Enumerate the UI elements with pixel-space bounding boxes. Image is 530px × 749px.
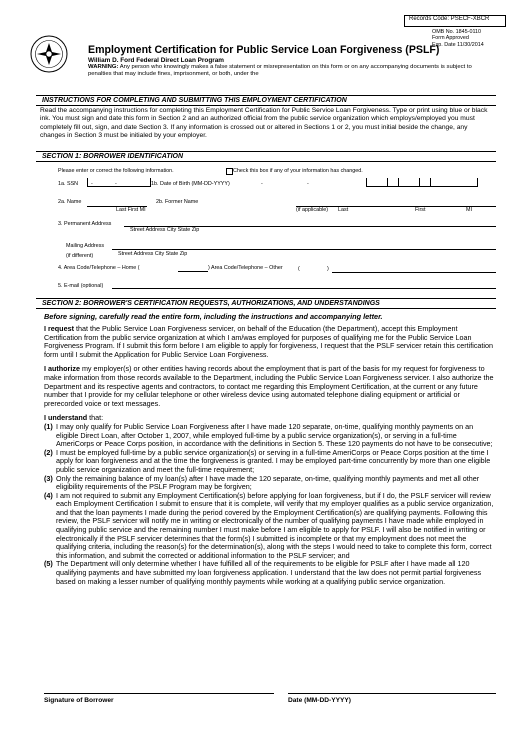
if-different-label: (if different) (66, 253, 94, 259)
item-number: (3) (44, 473, 53, 483)
instructions-section (36, 95, 496, 141)
section1-heading: SECTION 1: BORROWER IDENTIFICATION (36, 151, 496, 162)
form-subtitle: William D. Ford Federal Direct Loan Program (88, 57, 224, 64)
omb-block (432, 29, 512, 48)
former-first-label: First (415, 207, 426, 213)
former-last-label: Last (338, 207, 349, 213)
former-name-label: 2b. Former Name (156, 199, 199, 205)
date-field[interactable] (288, 692, 496, 694)
dob-year[interactable] (430, 178, 478, 187)
item-number: (4) (44, 490, 53, 500)
ssn-separator: - (115, 181, 117, 187)
understand-label: I understand (44, 413, 88, 423)
if-applicable-label: (if applicable) (296, 207, 329, 213)
list-item (44, 560, 496, 586)
before-signing-note: Before signing, carefully read the entire form, including the instructions and accompanying letter. (44, 312, 383, 321)
authorize-text: my employer(s) or other entities having records about the employment that is part of the basis for my request for forgiveness to make information from those records available to the Department, including the Public Service Loan Forgiveness servicer. I also authorize the Department and its respective agents and contractors, to contact me regarding this Employment Certification, at the current or any future number that I provide for my cellular telephone or other wireless device using automated telephone dialing equipment or artificial or prerecorded voice or text messages. (44, 364, 494, 408)
item-text: I am not required to submit any Employment Certification(s) before applying for loan forgiveness, but if I do, the PSLF servicer will review each Employment Certification I submit to ensure that it is complete, will verify that my employer qualifies as a public service organization, and that the loan payments I made during the period covered by the Employment Certification(s) are qualifying payments. Following this review, the PSLF servicer will notify me in writing or electronically of the number of qualifying payments I have made while employed in qualifying public service and the remaining number I must make before I am eligible to apply for PSLF. I will also be notified in writing or electronically if the PSLF servicer determines that the form(s) I submitted is incomplete or that my employment does not meet the qualifying criteria, including the reason(s) for the determination(s), along with the steps I would need to take to complete this form, correct this information, and submit the corrected or additional information to the PSLF servicer; and (56, 490, 494, 560)
understand-list (44, 423, 496, 586)
signature-field[interactable] (44, 692, 274, 694)
email-field[interactable] (112, 287, 496, 289)
permanent-address-sublabel: Street Address City State Zip (130, 227, 200, 233)
info-changed-label: Check this box if any of your information has changed. (233, 168, 363, 174)
warning-notice (88, 64, 480, 78)
item-number: (1) (44, 421, 53, 431)
omb-number: OMB No. 1845-0110 (432, 29, 482, 35)
warning-text: Any person who knowingly makes a false statement or misrepresentation on this form or on any accompanying documents is subject to penalties that may include fines, imprisonment, or both, under the (88, 64, 472, 77)
section2-body (44, 312, 496, 586)
records-code-box (404, 15, 506, 27)
instructions-text: Read the accompanying instructions for completing this Employment Certification for Public Service Loan Forgiveness. Type or print using blue or black ink. You must sign and date this form in Section 2 and an authorized official from the public service organization which employs/employed you must completely fill out, sign, and date Section 3. If any information is crossed out or altered in Sections 1 or 2, you must initial beside the change, any changes in Section 3 must be initialed by your employer. (40, 107, 488, 140)
phone-other-paren-open: ( (298, 266, 300, 272)
dob-day[interactable] (398, 178, 420, 187)
phone-other-field[interactable] (332, 271, 496, 273)
authorize-paragraph (44, 365, 496, 408)
instructions-heading: INSTRUCTIONS FOR COMPLETING AND SUBMITTING THIS EMPLOYMENT CERTIFICATION (36, 95, 496, 106)
mailing-address-sublabel: Street Address City State Zip (118, 251, 188, 257)
item-text: Only the remaining balance of my loan(s) after I have made the 120 separate, on-time, qualifying monthly payments and met all other eligibility requirements of the PSLF Program may be forgiven; (56, 473, 480, 492)
list-item (44, 492, 496, 561)
item-text: The Department will only determine whether I have fulfilled all of the requirements to be eligible for PSLF after I have made all 120 qualifying payments and have submitted my loan forgiveness application. I understand that the law does not permit partial forgiveness based on making a lesser number of qualifying monthly payments while working at a qualifying public service organization. (56, 559, 482, 586)
section2-heading: SECTION 2: BORROWER'S CERTIFICATION REQUESTS, AUTHORIZATIONS, AND UNDERSTANDINGS (36, 298, 496, 309)
item-text: I must be employed full-time by a public service organization(s) or serving in a full-time AmeriCorps or Peace Corps position at the time I apply for loan forgiveness and at the time the forgiveness is granted. I may be employed part-time concurrently by more than one eligible public service organization and meet the full-time requirement; (56, 447, 491, 474)
omb-approved: Form Approved (432, 35, 469, 42)
info-changed-checkbox[interactable] (226, 168, 233, 175)
form-title: Employment Certification for Public Service Loan Forgiveness (PSLF) (88, 44, 440, 56)
dob-label: 1b. Date of Birth (MM-DD-YYYY) (151, 181, 230, 187)
phone-other-paren-close: ) (327, 266, 329, 272)
signature-label: Signature of Borrower (44, 697, 114, 704)
section2 (36, 298, 496, 309)
date-label: Date (MM-DD-YYYY) (288, 697, 352, 704)
item-number: (5) (44, 559, 53, 569)
phone-home-field[interactable] (178, 270, 208, 272)
authorize-label: I authorize (44, 364, 80, 374)
dob-separator: - (261, 181, 263, 187)
understand-suffix: that: (87, 413, 104, 423)
mailing-address-field[interactable] (112, 248, 496, 250)
phone-other-label: ) Area Code/Telephone – Other (208, 265, 283, 271)
request-text: that the Public Service Loan Forgiveness servicer, on behalf of the Education (the Department), accept this Employment Certification from the public service organization at which I am/was employed for purposes of qualifying me for the Public Service Loan Forgiveness Program. If I submit this form before I am eligible to apply for forgiveness, I request that the PSLF servicer retain this certification form until I submit the Application for Public Service Loan Forgiveness. (44, 324, 494, 359)
warning-label: WARNING: (88, 64, 119, 70)
section1-intro: Please enter or correct the following information. (58, 168, 174, 174)
name-label: 2a. Name (58, 199, 82, 205)
dob-separator: - (307, 181, 309, 187)
phone-home-label: 4. Area Code/Telephone – Home ( (58, 265, 140, 271)
omb-expiration: Exp. Date 11/30/2014 (432, 41, 484, 48)
dob-month[interactable] (366, 178, 388, 187)
mailing-address-label: Mailing Address (66, 243, 105, 249)
request-paragraph (44, 325, 496, 359)
list-item (44, 475, 496, 492)
records-code: Records Code: PSECF-XBCR (409, 16, 490, 22)
ssn-separator: - (91, 181, 93, 187)
ssn-label: 1a. SSN (58, 181, 79, 187)
name-sublabel: Last First MI (116, 207, 146, 213)
list-item (44, 423, 496, 449)
permanent-address-label: 3. Permanent Address (58, 221, 112, 227)
list-item (44, 449, 496, 475)
email-label: 5. E-mail (optional) (58, 283, 104, 289)
ssn-field[interactable] (87, 178, 151, 187)
item-number: (2) (44, 447, 53, 457)
request-label: I request (44, 324, 74, 333)
item-text: I may only qualify for Public Service Loan Forgiveness after I have made 120 separate, on-time, qualifying monthly payments on an eligible Direct Loan, after October 1, 2007, while employed full-time by a public service organization(s), or serving in a full-time AmeriCorps or Peace Corps position, in accordance with the definitions in Section 5. These 120 payments do not have to be consecutive; (56, 421, 493, 449)
former-mi-label: MI (466, 207, 472, 213)
department-seal (30, 35, 68, 73)
